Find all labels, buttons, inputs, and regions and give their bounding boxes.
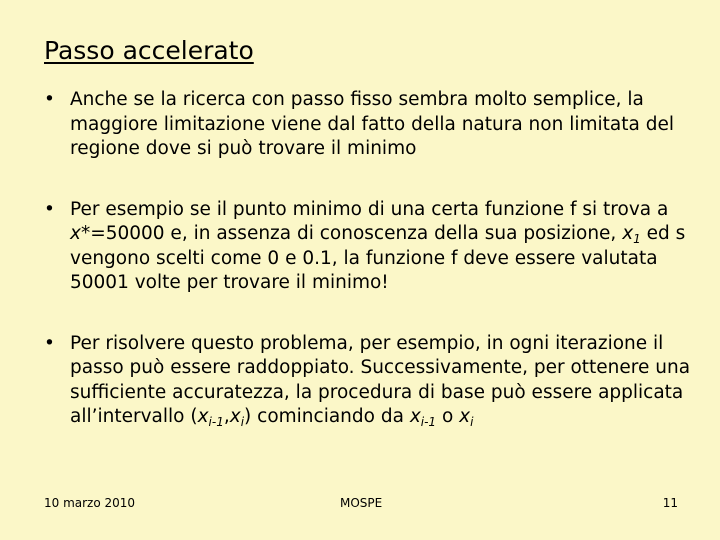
bullet-text: [70, 88, 694, 162]
math-variable: x: [197, 406, 209, 427]
bullet-item: [44, 198, 694, 296]
text-segment: ) cominciando da: [244, 406, 410, 427]
bullet-item: [44, 332, 694, 430]
text-segment: =50000 e, in assenza di conoscenza della sua posizione,: [90, 223, 623, 244]
text-segment: ed s vengono scelti come 0 e 0.1, la funzione f deve essere valutata 50001 volte per trovare il minimo!: [70, 223, 686, 293]
math-subscript: i: [240, 415, 245, 429]
bullet-marker: •: [44, 332, 55, 354]
text-segment: o: [436, 406, 460, 427]
text-segment: ,: [223, 406, 230, 427]
math-subscript: i-1: [420, 415, 437, 429]
text-segment: Per esempio se il punto minimo di una certa funzione f si trova a: [70, 198, 669, 220]
math-variable: x: [409, 406, 421, 427]
bullet-item: [44, 88, 694, 162]
bullet-marker: •: [44, 198, 55, 220]
footer-center-text: MOSPE: [340, 496, 383, 510]
bullet-list: [44, 88, 694, 466]
bullet-text: [70, 332, 694, 430]
bullet-marker: •: [44, 89, 55, 110]
footer-date: 10 marzo 2010: [44, 496, 136, 510]
bullet-text: [70, 198, 694, 296]
slide-title: Passo accelerato: [44, 36, 254, 65]
math-subscript: 1: [633, 232, 641, 246]
text-segment: Anche se la ricerca con passo fisso sembra molto semplice, la maggiore limitazione viene dal fatto della natura non limitata del regione dove si può trovare il minimo: [70, 89, 674, 159]
text-segment: Per risolvere questo problema, per esempio, in ogni iterazione il passo può essere raddoppiato. Successivamente, per ottenere una sufficiente accuratezza, la procedura di base può essere applicata all’intervallo (: [70, 332, 691, 427]
math-variable: x: [459, 406, 471, 427]
math-variable: x: [229, 406, 241, 427]
math-variable: x*: [70, 223, 91, 244]
math-subscript: i: [470, 415, 474, 429]
page-number: 11: [662, 496, 678, 510]
math-subscript: i-1: [208, 415, 224, 429]
math-variable: x: [622, 223, 634, 244]
